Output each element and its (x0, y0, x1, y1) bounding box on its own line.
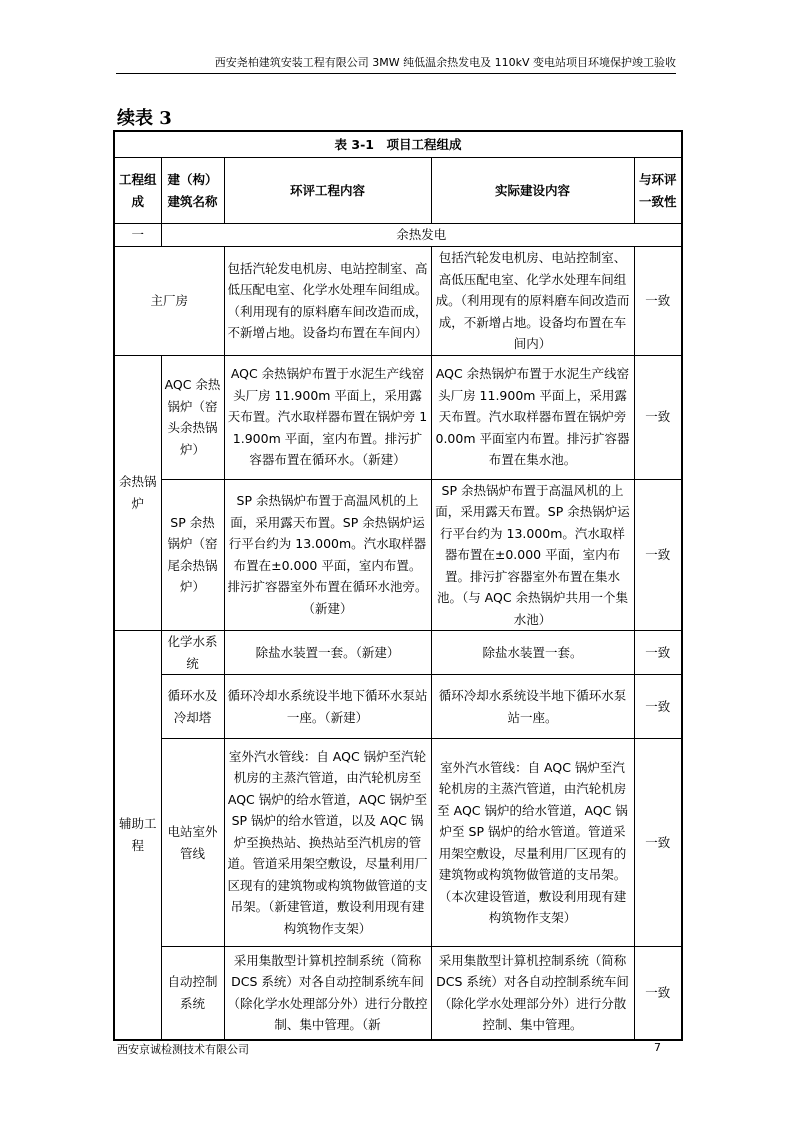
table-row (114, 247, 682, 356)
eia-content: 循环冷却水系统设半地下循环水泵站一座。（新建） (224, 675, 431, 739)
consistency: 一致 (634, 479, 682, 631)
column-header: 环评工程内容 (224, 158, 431, 224)
actual-content: 包括汽轮发电机房、电站控制室、高低压配电室、化学水处理车间组成。（利用现有的原料磨车间改造而成，不新增占地。设备均布置在车间内） (431, 247, 634, 356)
column-header: 与环评一致性 (634, 158, 682, 224)
footer-company: 西安京诚检测技术有限公司 (117, 1043, 249, 1056)
table-caption-row (114, 131, 682, 158)
actual-content: 采用集散型计算机控制系统（简称 DCS 系统）对各自动控制系统车间（除化学水处理部分外）进行分散控制、集中管理。 (431, 947, 634, 1040)
row-name: 主厂房 (114, 247, 224, 356)
consistency: 一致 (634, 247, 682, 356)
table-row (114, 479, 682, 631)
row-name: 自动控制系统 (161, 947, 224, 1040)
column-header: 建（构）建筑名称 (161, 158, 224, 224)
group-name: 余热锅炉 (114, 355, 161, 631)
eia-content: 包括汽轮发电机房、电站控制室、高低压配电室、化学水处理车间组成。（利用现有的原料磨车间改造而成，不新增占地。设备均布置在车间内） (224, 247, 431, 356)
consistency: 一致 (634, 947, 682, 1040)
row-name: 化学水系统 (161, 631, 224, 675)
table-header-row (114, 158, 682, 224)
consistency: 一致 (634, 631, 682, 675)
table-row (114, 631, 682, 675)
actual-content: 室外汽水管线：自 AQC 锅炉至汽轮机房的主蒸汽管道，由汽轮机房至 AQC 锅炉的给水管道，AQC 锅炉至 SP 锅炉的给水管道。管道采用架空敷设，尽量利用厂区现有的建筑物或构筑物做管道的支吊架。（本次建设管道，敷设利用现有建构筑物作支架） (431, 739, 634, 947)
eia-content: 除盐水装置一套。（新建） (224, 631, 431, 675)
page-header: 西安尧柏建筑安装工程有限公司 3MW 纯低温余热发电及 110kV 变电站项目环境保护竣工验收 (116, 53, 676, 74)
row-name: AQC 余热锅炉（窑头余热锅炉） (161, 355, 224, 479)
column-header: 实际建设内容 (431, 158, 634, 224)
eia-content: AQC 余热锅炉布置于水泥生产线窑头厂房 11.900m 平面上，采用露天布置。汽水取样器布置在锅炉旁 11.900m 平面，室内布置。排污扩容器布置在循环水。（新建） (224, 355, 431, 479)
actual-content: 循环冷却水系统设半地下循环水泵站一座。 (431, 675, 634, 739)
actual-content: AQC 余热锅炉布置于水泥生产线窑头厂房 11.900m 平面上，采用露天布置。汽水取样器布置在锅炉旁 0.00m 平面室内布置。排污扩容器布置在集水池。 (431, 355, 634, 479)
continuation-title: 续表 3 (117, 108, 172, 129)
project-composition-table (113, 130, 683, 1041)
actual-content: 除盐水装置一套。 (431, 631, 634, 675)
eia-content: 室外汽水管线：自 AQC 锅炉至汽轮机房的主蒸汽管道，由汽轮机房至 AQC 锅炉的给水管道，AQC 锅炉至 SP 锅炉的给水管道，以及 AQC 锅炉至换热站、换热站至汽机房的管道。管道采用架空敷设，尽量利用厂区现有的建筑物或构筑物做管道的支吊架。（新建管道，敷设利用现有建构筑物作支架） (224, 739, 431, 947)
section-index: 一 (114, 224, 161, 247)
table-row (114, 739, 682, 947)
actual-content: SP 余热锅炉布置于高温风机的上面，采用露天布置。SP 余热锅炉运行平台约为 13.000m。汽水取样器布置在±0.000 平面，室内布置。排污扩容器室外布置在集水池。（与 AQC 余热锅炉共用一个集水池） (431, 479, 634, 631)
row-name: 电站室外管线 (161, 739, 224, 947)
row-name: SP 余热锅炉（窑尾余热锅炉） (161, 479, 224, 631)
table-row (114, 947, 682, 1040)
section-title: 余热发电 (161, 224, 682, 247)
column-header: 工程组成 (114, 158, 161, 224)
consistency: 一致 (634, 355, 682, 479)
page-number: 7 (654, 1041, 661, 1054)
eia-content: 采用集散型计算机控制系统（简称 DCS 系统）对各自动控制系统车间（除化学水处理部分外）进行分散控制、集中管理。（新 (224, 947, 431, 1040)
table-caption: 表 3-1 项目工程组成 (114, 131, 682, 158)
table-row (114, 355, 682, 479)
table-row (114, 675, 682, 739)
consistency: 一致 (634, 675, 682, 739)
row-name: 循环水及冷却塔 (161, 675, 224, 739)
section-row (114, 224, 682, 247)
group-name: 辅助工程 (114, 631, 161, 1040)
consistency: 一致 (634, 739, 682, 947)
eia-content: SP 余热锅炉布置于高温风机的上面，采用露天布置。SP 余热锅炉运行平台约为 13.000m。汽水取样器布置在±0.000 平面，室内布置。排污扩容器室外布置在循环水池旁。（新建） (224, 479, 431, 631)
